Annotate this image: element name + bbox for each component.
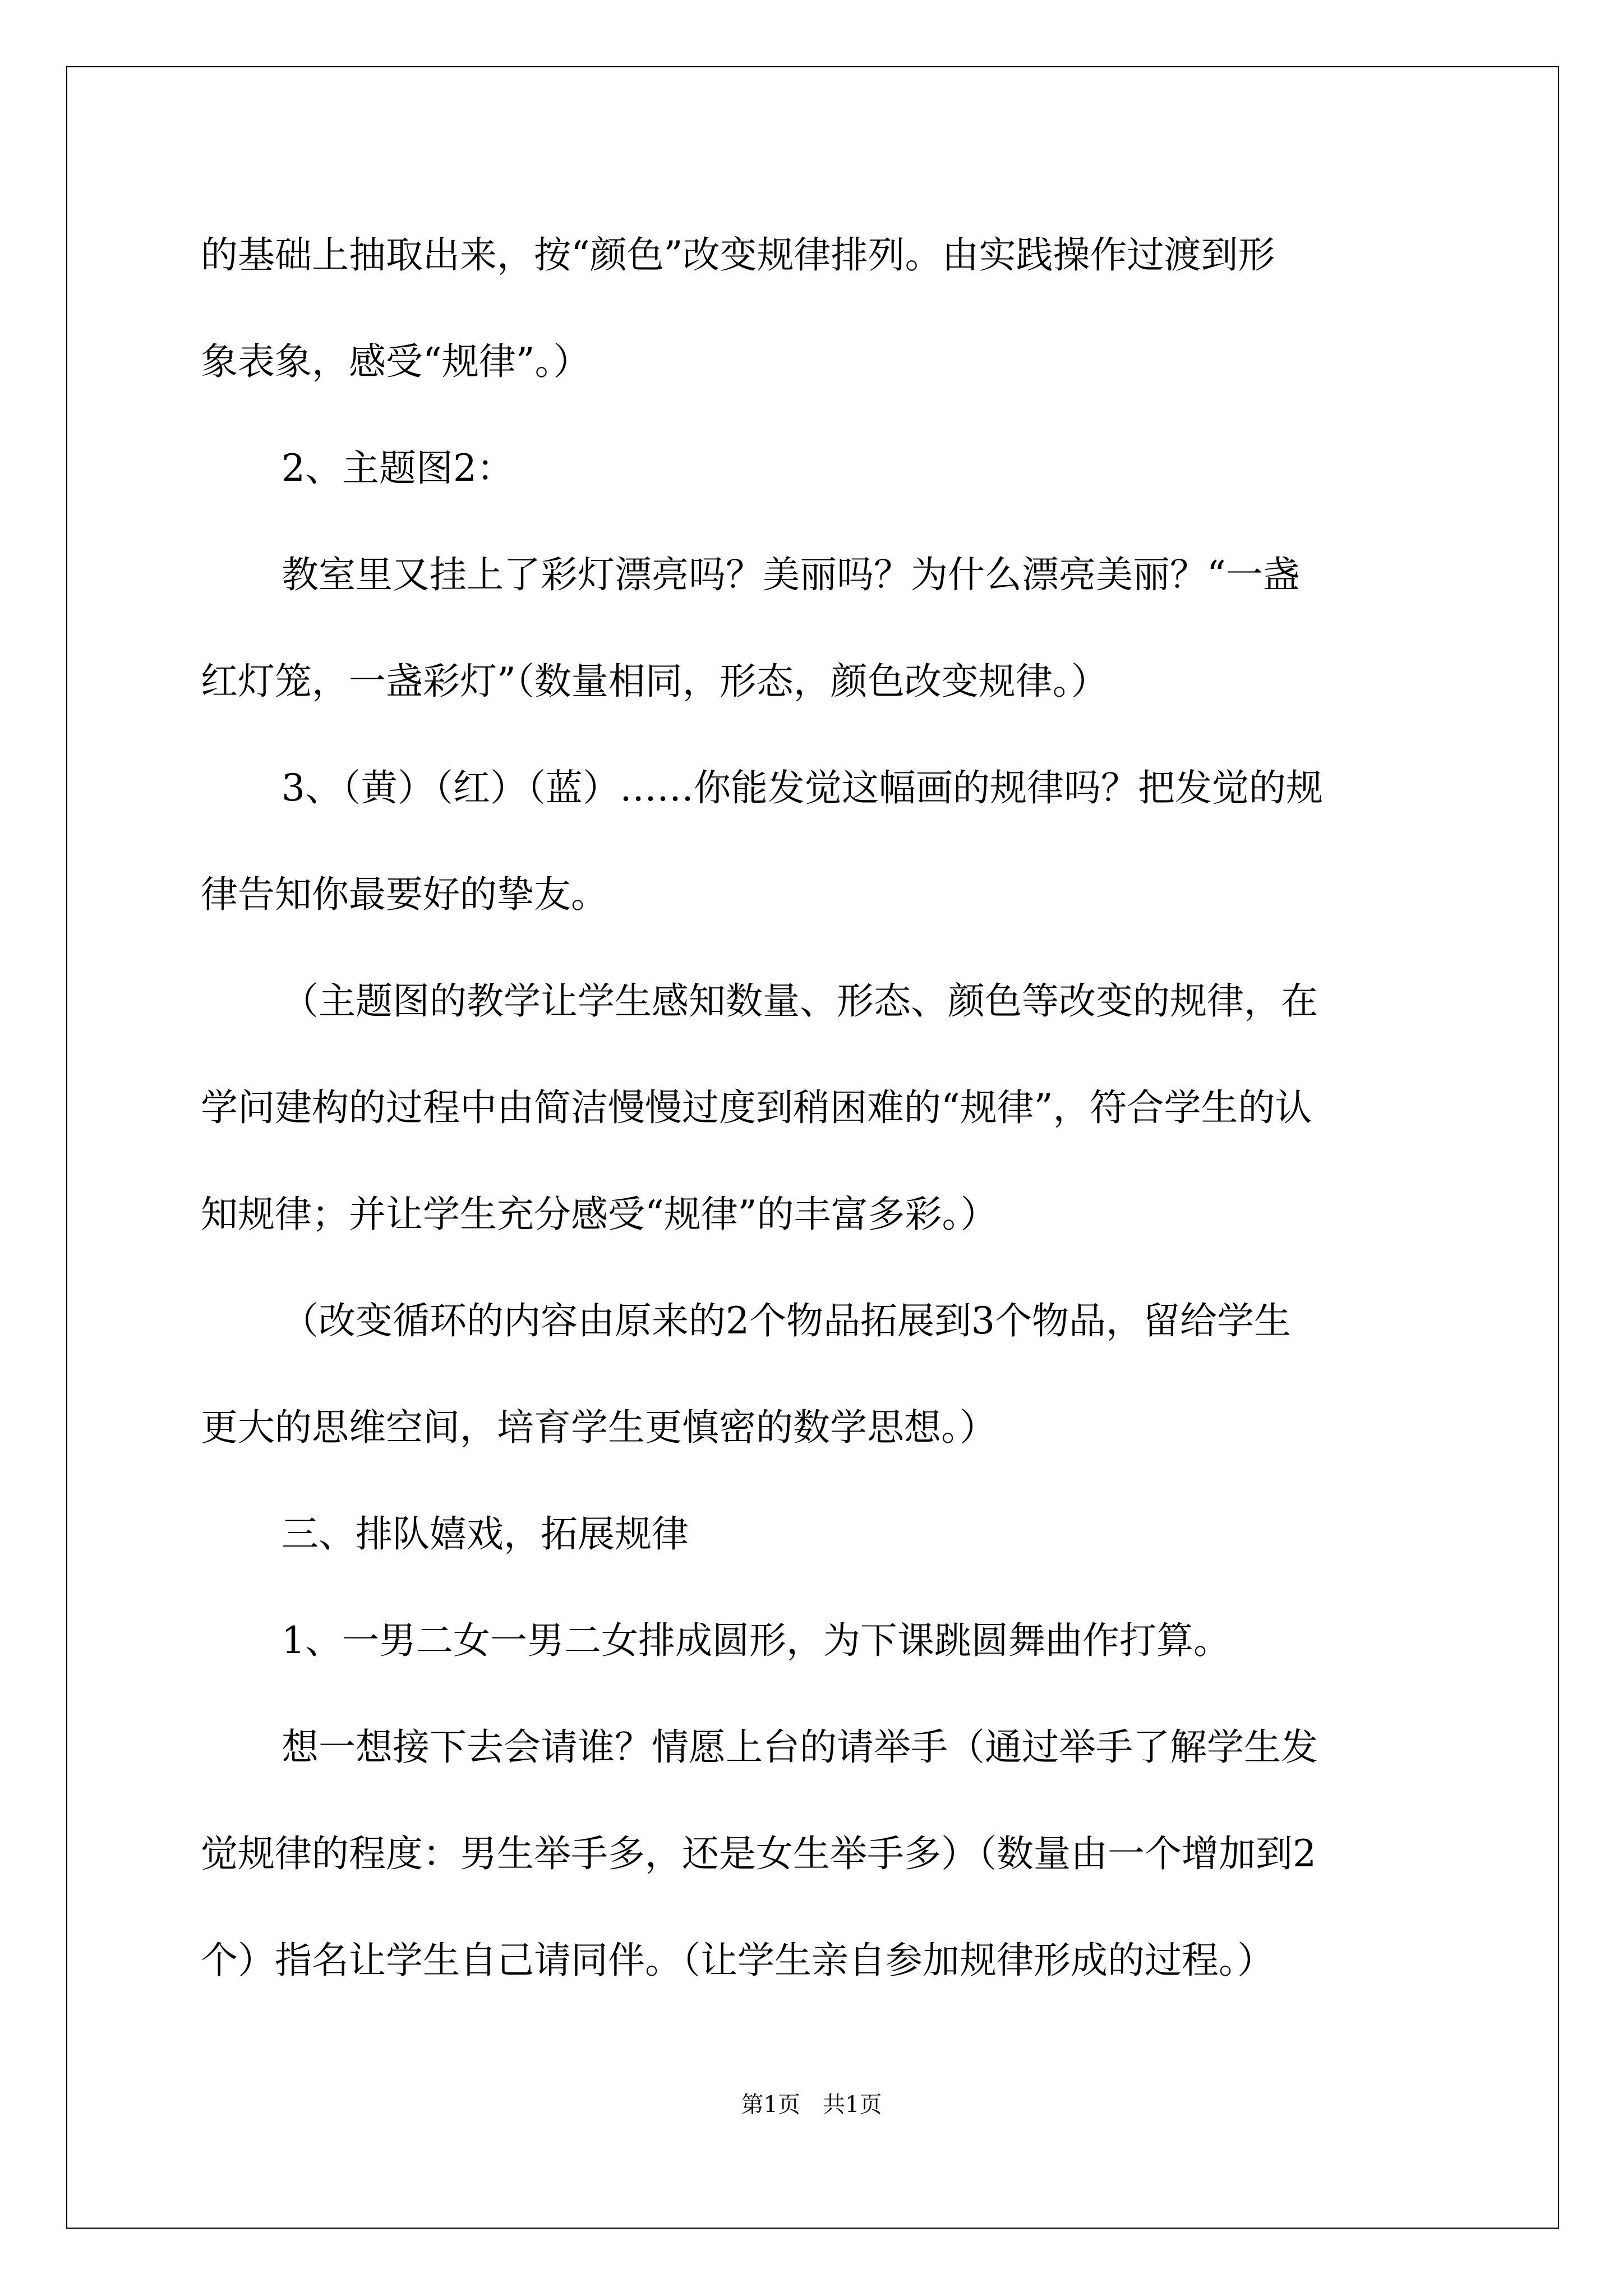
- text-line: 象表象，感受“规律”。）: [201, 340, 591, 383]
- text-line: 的基础上抽取出来，按“颜色”改变规律排列。由实践操作过渡到形: [201, 233, 1275, 277]
- text-line: 红灯笼，一盏彩灯”（数量相同，形态，颜色改变规律。）: [201, 660, 1108, 703]
- text-line: 想一想接下去会请谁？情愿上台的请举手（通过举手了解学生发: [282, 1726, 1318, 1769]
- text-line: 个）指名让学生自己请同伴。（让学生亲自参加规律形成的过程。）: [201, 1939, 1274, 1982]
- section-heading: 2、主题图2：: [282, 447, 514, 490]
- text-line: （主题图的教学让学生感知数量、形态、颜色等改变的规律，在: [282, 979, 1318, 1023]
- text-line: （改变循环的内容由原来的2个物品拓展到3个物品，留给学生: [282, 1299, 1291, 1342]
- document-body: [201, 202, 1423, 2014]
- text-line: 1、一男二女一男二女排成圆形，为下课跳圆舞曲作打算。: [282, 1619, 1230, 1662]
- section-heading: 三、排队嬉戏，拓展规律: [282, 1512, 689, 1556]
- text-line: 学问建构的过程中由简洁慢慢过度到稍困难的“规律”，符合学生的认: [201, 1086, 1312, 1129]
- text-line: 知规律；并让学生充分感受“规律”的丰富多彩。）: [201, 1193, 998, 1236]
- text-line: 教室里又挂上了彩灯漂亮吗？美丽吗？为什么漂亮美丽？“一盏: [282, 553, 1300, 596]
- text-line: 更大的思维空间，培育学生更慎密的数学思想。）: [201, 1406, 997, 1449]
- text-line: 3、（黄）（红）（蓝）……你能发觉这幅画的规律吗？把发觉的规: [282, 766, 1323, 809]
- text-line: 律告知你最要好的挚友。: [201, 873, 608, 916]
- page-footer: 第1页 共1页: [741, 2092, 882, 2118]
- text-line: 觉规律的程度：男生举手多，还是女生举手多）（数量由一个增加到2: [201, 1832, 1316, 1875]
